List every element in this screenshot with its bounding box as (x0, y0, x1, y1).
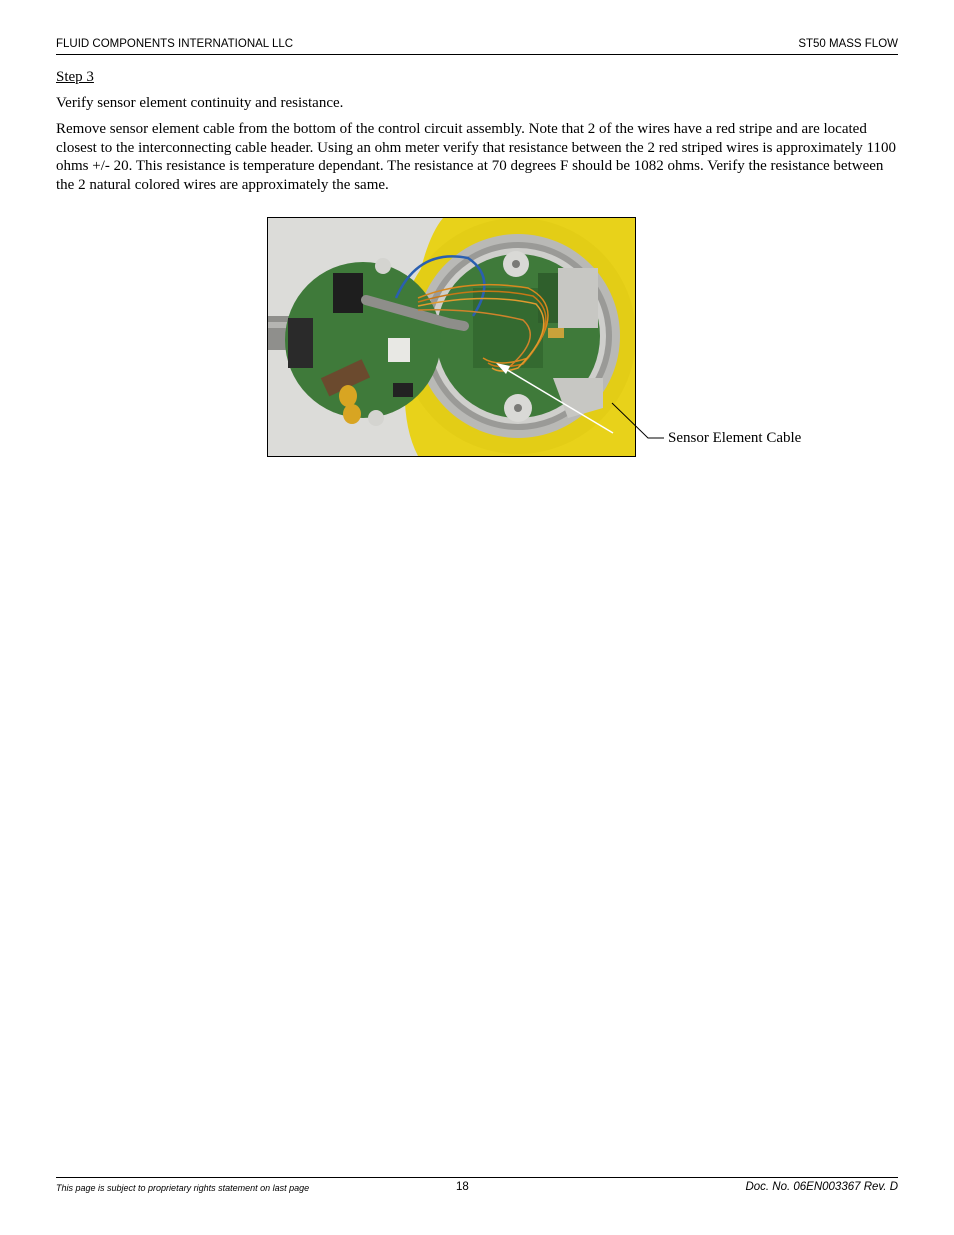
header-company: FLUID COMPONENTS INTERNATIONAL LLC (56, 38, 294, 50)
footer-notice: This page is subject to proprietary rights statement on last page (56, 1183, 310, 1193)
paragraph-verify: Verify sensor element continuity and resistance. (56, 95, 344, 111)
page-footer (56, 1177, 898, 1198)
page-number: 18 (456, 1181, 469, 1193)
callout-sensor-element-cable: Sensor Element Cable (668, 430, 802, 446)
paragraph-instructions: Remove sensor element cable from the bottom of the control circuit assembly. Note that 2 of the wires have a red stripe and are located closest to the interconnecting cable header. Using an ohm meter verify that resistance between the 2 red striped wires is approximately 1100 ohms +/- 20. This resistance is temperature dependant. The resistance at 70 degrees F should be 1082 ohms. Verify the resistance between the 2 natural colored wires are approximately the same. (56, 121, 896, 193)
doc-number: Doc. No. 06EN003367 Rev. D (745, 1181, 898, 1193)
step-title: Step 3 (56, 69, 94, 85)
header-product: ST50 MASS FLOW (798, 38, 898, 50)
